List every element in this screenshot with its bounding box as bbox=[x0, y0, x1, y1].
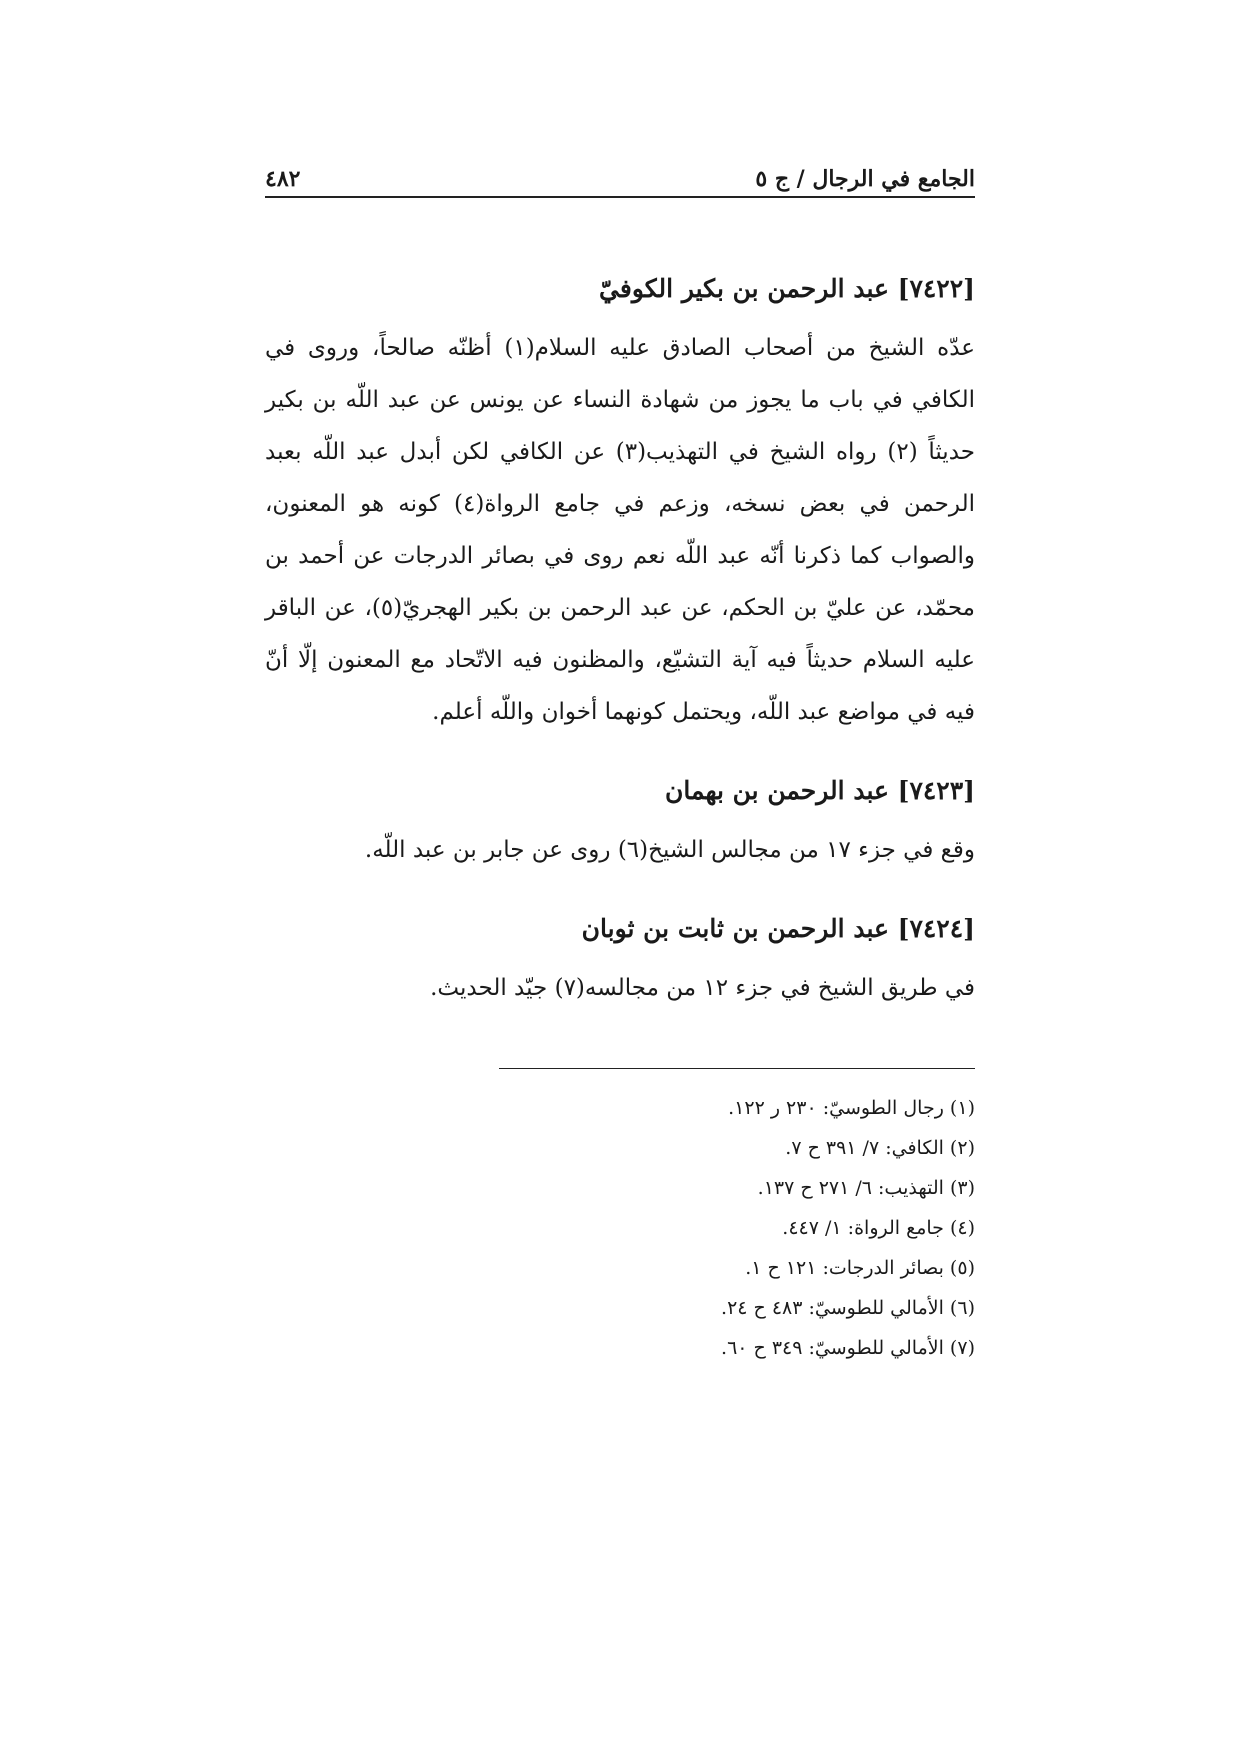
footnote-item: (٥) بصائر الدرجات: ١٢١ ح ١. bbox=[745, 1257, 975, 1279]
entry-7422 bbox=[265, 270, 975, 738]
entry-body: عدّه الشيخ من أصحاب الصادق عليه السلام(١) أظنّه صالحاً، وروى في الكافي في باب ما يجوز من شهادة النساء عن يونس عن عبد اللّه بن بكير حديثاً (٢) رواه الشيخ في التهذيب(٣) عن الكافي لكن أبدل عبد اللّه بعبد الرحمن في بعض نسخه، وزعم في جامع الرواة(٤) كونه هو المعنون، والصواب كما ذكرنا أنّه عبد اللّه نعم روى في بصائر الدرجات عن أحمد بن محمّد، عن عليّ بن الحكم، عن عبد الرحمن بن بكير الهجريّ(٥)، عن الباقر عليه السلام حديثاً فيه آية التشيّع، والمظنون فيه الاتّحاد مع المعنون إلّا أنّ فيه في مواضع عبد اللّه، ويحتمل كونهما أخوان واللّه أعلم. bbox=[265, 335, 975, 725]
footnote-item: (٤) جامع الرواة: ١/ ٤٤٧. bbox=[782, 1217, 975, 1239]
main-content bbox=[265, 270, 975, 1048]
footnote-divider bbox=[499, 1068, 975, 1069]
running-header bbox=[265, 150, 975, 198]
book-title: الجامع في الرجال / ج ٥ bbox=[755, 166, 975, 192]
footnote-item: (٦) الأمالي للطوسيّ: ٤٨٣ ح ٢٤. bbox=[721, 1297, 975, 1319]
footnote-item: (٣) التهذيب: ٦/ ٢٧١ ح ١٣٧. bbox=[757, 1177, 975, 1199]
footnote-item: (١) رجال الطوسيّ: ٢٣٠ ر ١٢٢. bbox=[728, 1097, 975, 1119]
entry-body: في طريق الشيخ في جزء ١٢ من مجالسه(٧) جيّد الحديث. bbox=[430, 975, 975, 1001]
book-page bbox=[265, 0, 975, 1754]
entry-heading: [٧٤٢٤] عبد الرحمن بن ثابت بن ثوبان bbox=[581, 914, 975, 943]
entry-heading: [٧٤٢٢] عبد الرحمن بن بكير الكوفيّ bbox=[599, 274, 975, 303]
entry-7424 bbox=[265, 910, 975, 1014]
entry-heading: [٧٤٢٣] عبد الرحمن بن بهمان bbox=[665, 776, 975, 805]
page-number: ٤٨٢ bbox=[265, 166, 301, 192]
footnotes-list bbox=[265, 1088, 975, 1368]
footnote-item: (٢) الكافي: ٧/ ٣٩١ ح ٧. bbox=[785, 1137, 975, 1159]
entry-body: وقع في جزء ١٧ من مجالس الشيخ(٦) روى عن جابر بن عبد اللّه. bbox=[364, 837, 975, 863]
footnote-item: (٧) الأمالي للطوسيّ: ٣٤٩ ح ٦٠. bbox=[721, 1337, 975, 1359]
entry-7423 bbox=[265, 772, 975, 876]
